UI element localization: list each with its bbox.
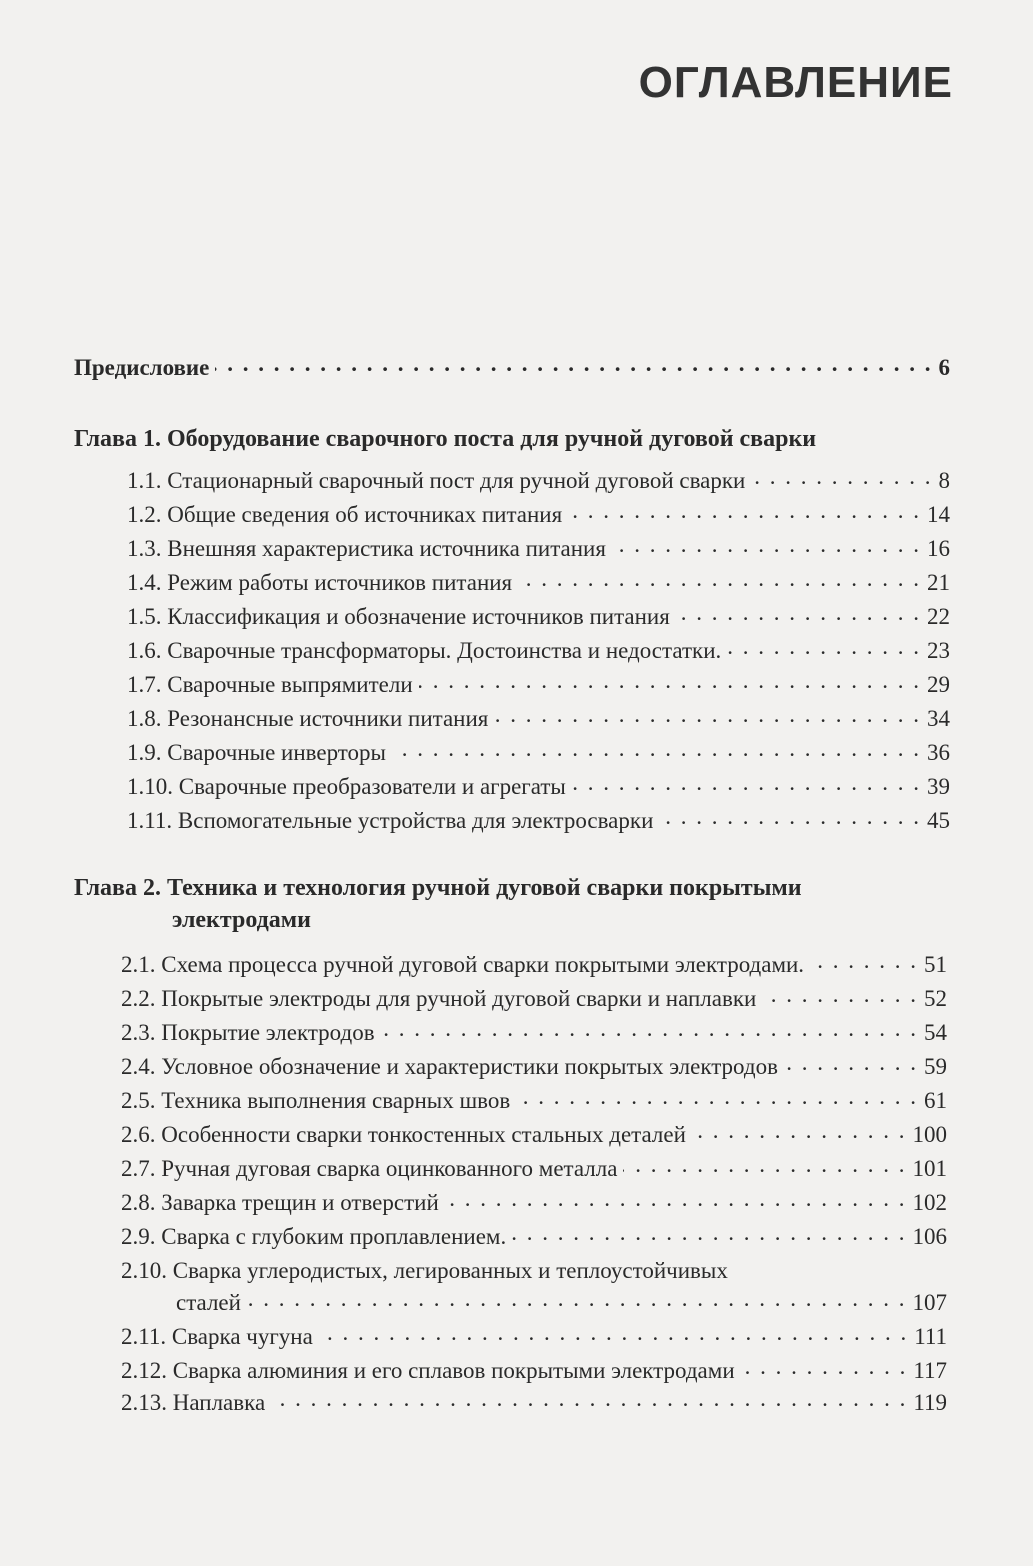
toc-entry-label: 2.1. Схема процесса ручной дуговой сварки покрытыми электродами. [121,952,805,977]
toc-entry[interactable] [127,670,950,700]
toc-entry-page: 22 [927,604,950,629]
toc-entry-page: 16 [927,536,950,561]
toc-entry[interactable] [127,772,950,802]
leader-dots [810,950,918,972]
toc-entry-label: 1.7. Сварочные выпрямители [127,672,413,697]
toc-entry-label: 2.2. Покрытые электроды для ручной дуговой сварки и наплавки [121,986,757,1011]
toc-entry[interactable] [121,950,947,980]
leader-dots [516,1086,918,1108]
toc-entry-page: 101 [912,1156,947,1181]
toc-entry[interactable] [127,738,950,768]
toc-entry-page: 45 [927,808,950,833]
leader-dots [727,636,921,658]
toc-entry[interactable] [127,534,950,564]
toc-entry[interactable] [127,636,950,666]
leader-dots [784,1052,918,1074]
leader-dots [692,1120,907,1142]
toc-entry-label: 1.2. Общие сведения об источниках питания [127,502,563,527]
toc-entry-label-line1[interactable]: 2.10. Сварка углеродистых, легированных и теплоустойчивых [121,1258,728,1283]
leader-dots [676,602,921,624]
toc-entry-page: 6 [938,355,950,380]
chapter-1-heading[interactable]: Глава 1. Оборудование сварочного поста для ручной дуговой сварки [74,426,817,452]
toc-entry-label: 2.3. Покрытие электродов [121,1020,375,1045]
leader-dots [319,1322,908,1344]
toc-entry-page: 23 [927,638,950,663]
toc-entry-page: 117 [913,1358,947,1383]
toc-entry-page: 106 [912,1224,947,1249]
toc-entry-label: 2.8. Заварка трещин и отверстий [121,1190,439,1215]
leader-dots [215,353,932,375]
leader-dots [445,1188,907,1210]
toc-entry-label: 1.9. Сварочные инверторы [127,740,386,765]
toc-entry-page: 52 [924,986,947,1011]
toc-entry[interactable] [176,1288,947,1318]
toc-entry-label: 2.11. Сварка чугуна [121,1324,313,1349]
toc-entry-label: сталей [176,1290,241,1315]
toc-entry-page: 14 [927,502,950,527]
leader-dots [623,1154,906,1176]
toc-entry[interactable] [121,984,947,1014]
toc-entry-label: 2.7. Ручная дуговая сварка оцинкованного металла [121,1156,618,1181]
toc-entry-page: 21 [927,570,950,595]
toc-entry-page: 39 [927,774,950,799]
toc-entry[interactable] [121,1388,947,1418]
leader-dots [247,1288,907,1310]
leader-dots [572,772,921,794]
toc-entry-label: 1.10. Сварочные преобразователи и агрегаты [127,774,566,799]
toc-entry[interactable] [127,806,950,836]
leader-dots [271,1388,907,1410]
leader-dots [751,466,932,488]
toc-entry-page: 61 [924,1088,947,1113]
toc-entry-page: 111 [914,1324,947,1349]
toc-entry[interactable] [127,466,950,496]
toc-entry-page: 59 [924,1054,947,1079]
toc-entry-page: 29 [927,672,950,697]
toc-entry-page: 100 [912,1122,947,1147]
leader-dots [392,738,921,760]
toc-entry[interactable] [121,1086,947,1116]
page-title: ОГЛАВЛЕНИЕ [638,58,953,107]
toc-entry[interactable] [127,568,950,598]
toc-entry-page: 119 [913,1390,947,1415]
toc-entry[interactable] [121,1222,947,1252]
leader-dots [659,806,921,828]
toc-entry[interactable] [121,1188,947,1218]
toc-entry[interactable] [121,1120,947,1150]
chapter-2-heading[interactable]: Глава 2. Техника и технология ручной дуговой сварки покрытыми [74,875,802,901]
toc-entry-page: 107 [912,1290,947,1315]
toc-entry[interactable] [127,500,950,530]
leader-dots [419,670,921,692]
toc-entry[interactable] [121,1052,947,1082]
toc-entry-page: 8 [938,468,950,493]
toc-entry-label: 2.13. Наплавка [121,1390,266,1415]
toc-entry-label: 1.4. Режим работы источников питания [127,570,513,595]
leader-dots [494,704,921,726]
toc-entry-page: 36 [927,740,950,765]
toc-entry-label: 2.9. Сварка с глубоким проплавлением. [121,1224,507,1249]
toc-entry-label: 1.1. Стационарный сварочный пост для ручной дуговой сварки [127,468,746,493]
toc-entry-label: 1.6. Сварочные трансформаторы. Достоинства и недостатки. [127,638,722,663]
leader-dots [518,568,921,590]
leader-dots [741,1356,908,1378]
toc-entry-page: 51 [924,952,947,977]
leader-dots [381,1018,918,1040]
leader-dots [762,984,918,1006]
toc-entry-label: 1.3. Внешняя характеристика источника питания [127,536,606,561]
toc-entry-page: 34 [927,706,950,731]
toc-entry[interactable] [121,1356,947,1386]
chapter-2-heading-cont[interactable]: электродами [172,907,311,933]
leader-dots [512,1222,906,1244]
toc-entry-preface[interactable] [74,353,950,383]
toc-entry-label: 2.6. Особенности сварки тонкостенных стальных деталей [121,1122,686,1147]
toc-entry-label: 2.4. Условное обозначение и характеристики покрытых электродов [121,1054,778,1079]
leader-dots [612,534,921,556]
toc-entry-label: 1.11. Вспомогательные устройства для электросварки [127,808,654,833]
toc-entry[interactable] [121,1154,947,1184]
toc-entry-label: Предисловие [74,355,210,380]
toc-entry-label: 1.8. Резонансные источники питания [127,706,489,731]
toc-entry-label: 1.5. Классификация и обозначение источников питания [127,604,670,629]
toc-entry[interactable] [121,1018,947,1048]
toc-entry[interactable] [121,1322,947,1352]
leader-dots [568,500,921,522]
toc-entry[interactable] [127,704,950,734]
toc-entry-page: 54 [924,1020,947,1045]
toc-entry-page: 102 [912,1190,947,1215]
toc-entry-label: 2.12. Сварка алюминия и его сплавов покрытыми электродами [121,1358,735,1383]
toc-entry-label: 2.5. Техника выполнения сварных швов [121,1088,511,1113]
toc-entry[interactable] [127,602,950,632]
